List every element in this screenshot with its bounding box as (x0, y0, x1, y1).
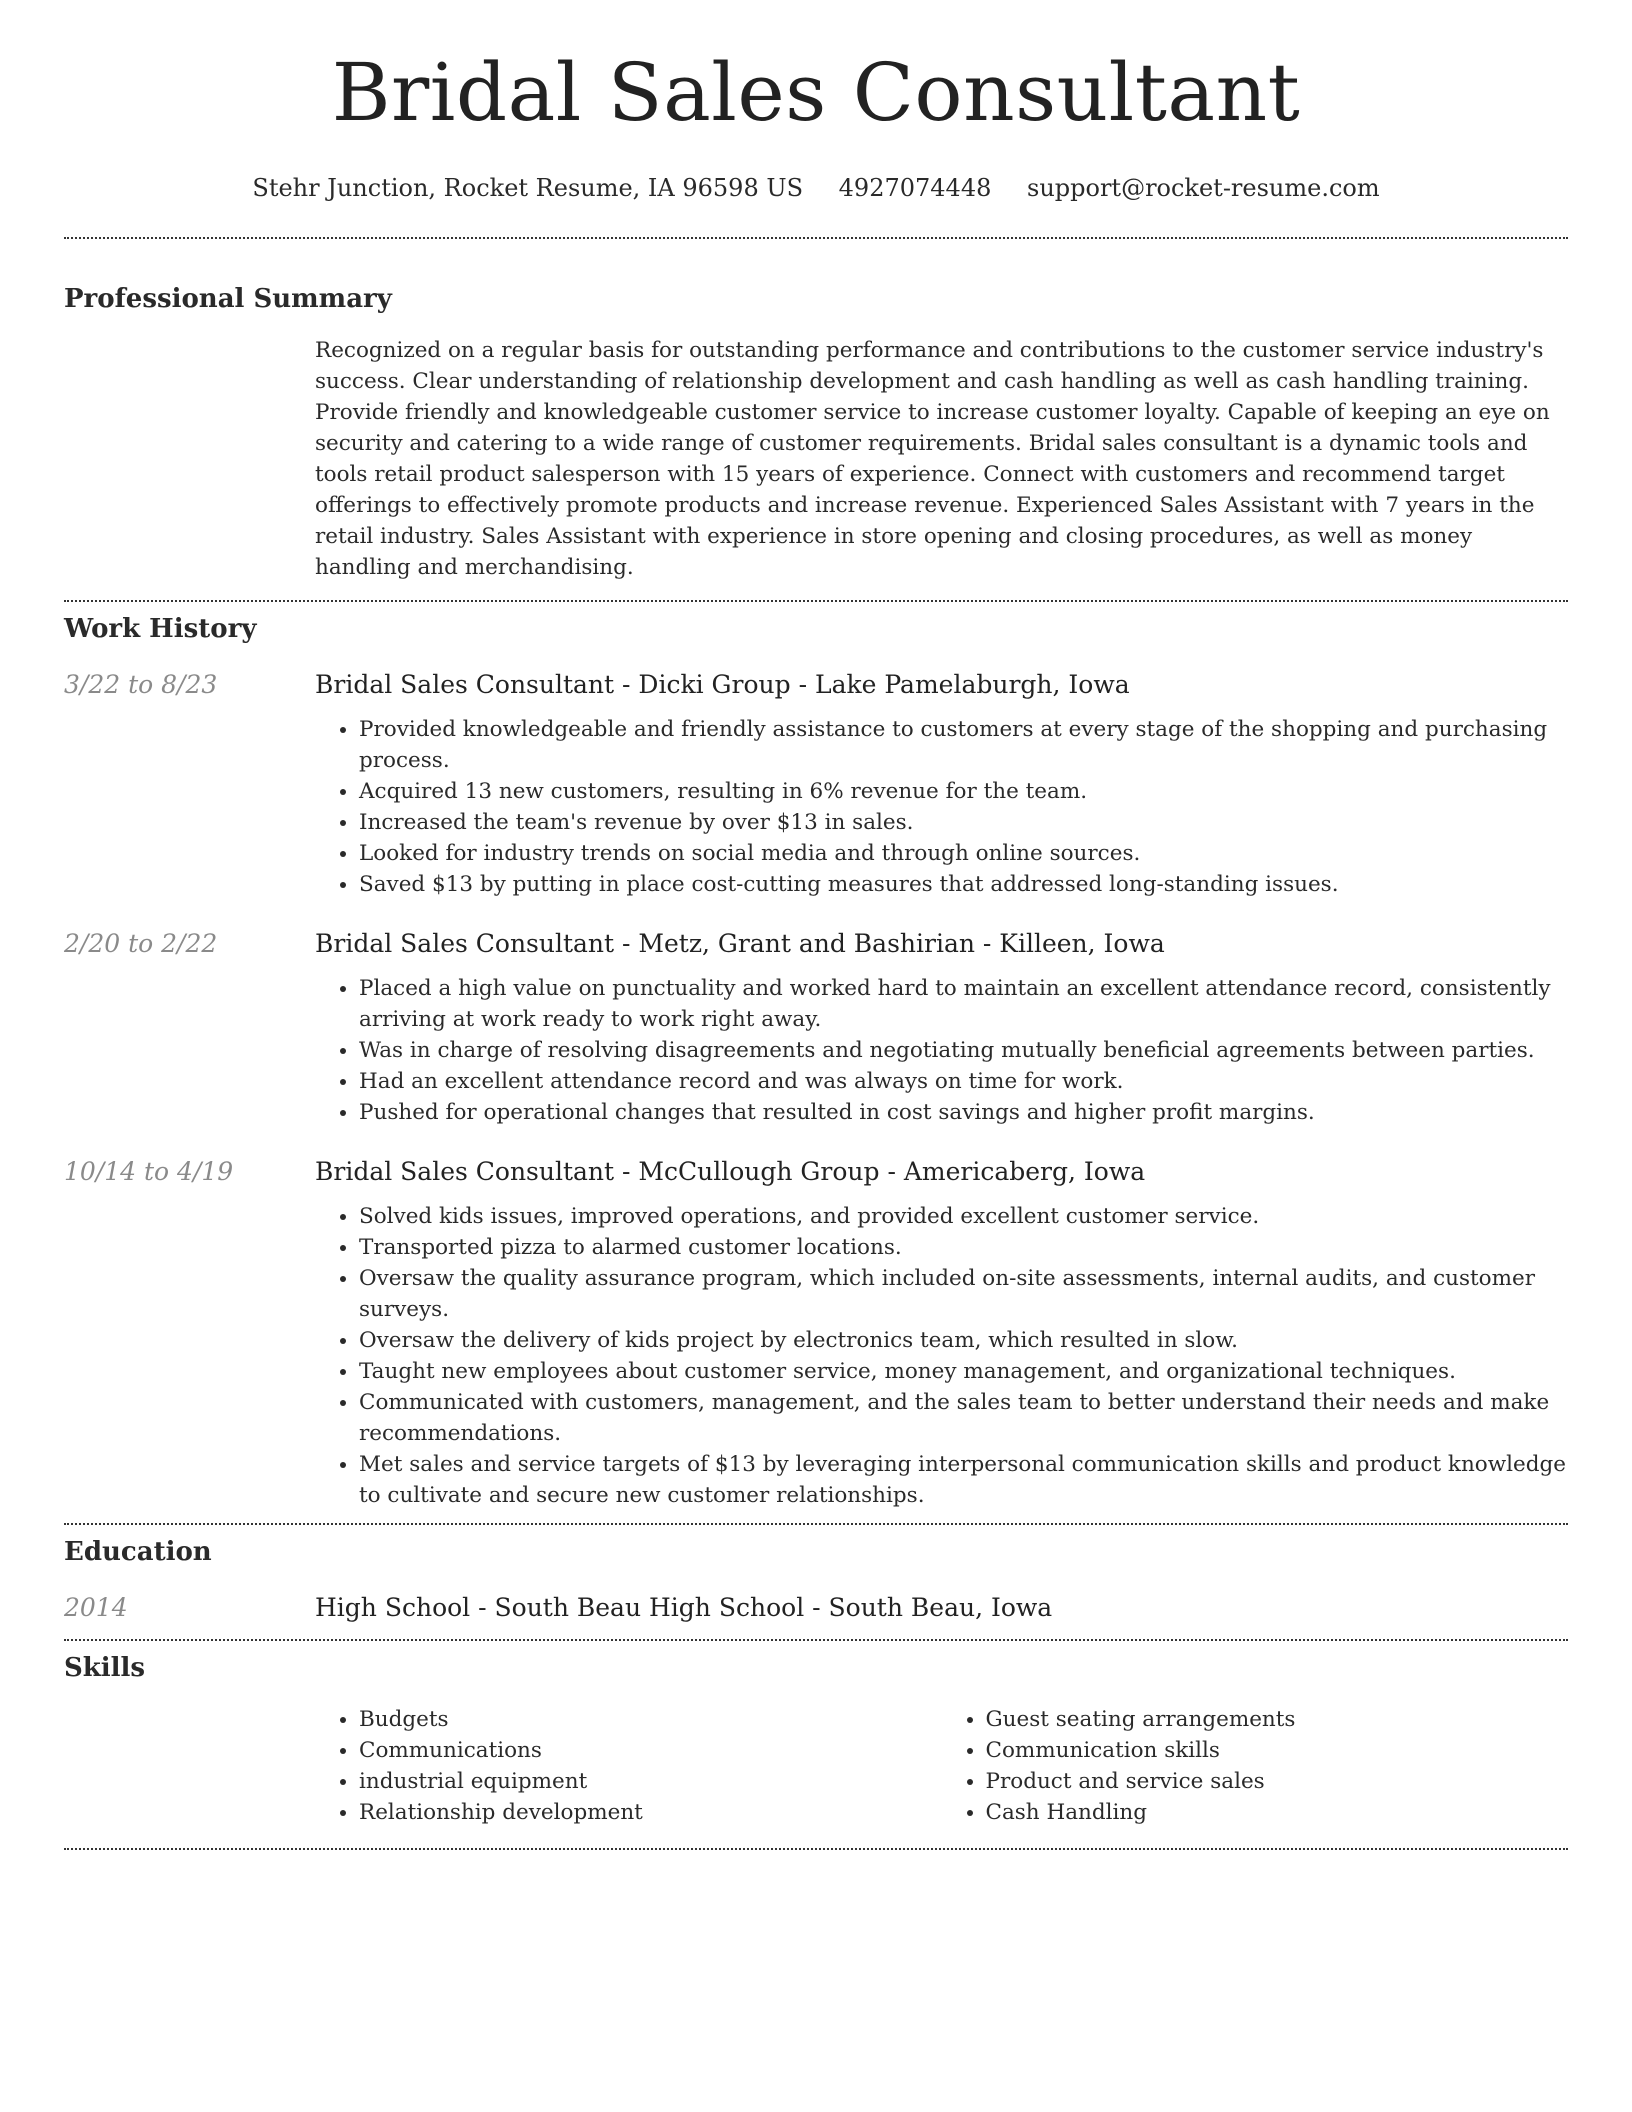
summary-body (315, 335, 1568, 583)
resume-page (64, 0, 1568, 1850)
contact-line (64, 172, 1568, 204)
list-item: • Cash Handling (986, 1797, 1569, 1828)
summary-text: Recognized on a regular basis for outstanding performance and contributions to the customer service industry's success. Clear understanding of relationship development and cash handling as well as cash handling training. Provide friendly and knowledgeable customer service to increase customer loyalty. Capable of keeping an eye on security and catering to a wide range of customer requirements. Bridal sales consultant is a dynamic tools and tools retail product salesperson with 15 years of experience. Connect with customers and recommend target offerings to effectively promote products and increase revenue. Experienced Sales Assistant with 7 years in the retail industry. Sales Assistant with experience in store opening and closing procedures, as well as money handling and merchandising. (315, 338, 1550, 580)
list-item: • Solved kids issues, improved operations, and provided excellent customer service. (359, 1201, 1568, 1232)
list-item: • Budgets (359, 1704, 942, 1735)
work-title: Work History (64, 614, 257, 644)
job-date: 3/22 to 8/23 (64, 670, 218, 699)
list-item: • Communications (359, 1735, 942, 1766)
list-item: • Looked for industry trends on social media and through online sources. (359, 838, 1568, 869)
job-heading: Bridal Sales Consultant - Metz, Grant and Bashirian - Killeen, Iowa (315, 929, 1165, 958)
list-item: • Pushed for operational changes that resulted in cost savings and higher profit margins. (359, 1097, 1568, 1128)
job-details (315, 714, 1568, 900)
job-bullets (315, 1201, 1568, 1511)
job-date: 10/14 to 4/19 (64, 1157, 234, 1186)
education-entry (64, 1590, 1568, 1626)
resume-name: Bridal Sales Consultant (331, 46, 1301, 139)
skills-list-right (942, 1704, 1569, 1828)
list-item: • Oversaw the delivery of kids project by electronics team, which resulted in slow. (359, 1325, 1568, 1356)
contact-phone: 4927074448 (838, 174, 992, 202)
job-entry (64, 926, 1568, 1128)
list-item: • industrial equipment (359, 1766, 942, 1797)
list-item: • Was in charge of resolving disagreements and negotiating mutually beneficial agreements between parties. (359, 1035, 1568, 1066)
list-item: • Transported pizza to alarmed customer locations. (359, 1232, 1568, 1263)
job-date: 2/20 to 2/22 (64, 929, 218, 958)
list-item: • Oversaw the quality assurance program, which included on-site assessments, internal audits, and customer surveys. (359, 1263, 1568, 1325)
list-item: • Relationship development (359, 1797, 942, 1828)
work-section (64, 602, 1568, 1511)
contact-email: support@rocket-resume.com (1027, 174, 1380, 202)
job-heading: Bridal Sales Consultant - McCullough Group - Americaberg, Iowa (315, 1157, 1146, 1186)
list-item: • Increased the team's revenue by over $13 in sales. (359, 807, 1568, 838)
list-item: • Acquired 13 new customers, resulting in 6% revenue for the team. (359, 776, 1568, 807)
job-entry (64, 1154, 1568, 1511)
list-item: • Taught new employees about customer service, money management, and organizational techniques. (359, 1356, 1568, 1387)
job-entry (64, 667, 1568, 900)
list-item: • Communication skills (986, 1735, 1569, 1766)
skills-list-left (315, 1704, 942, 1828)
job-details (315, 973, 1568, 1128)
list-item: • Saved $13 by putting in place cost-cutting measures that addressed long-standing issues. (359, 869, 1568, 900)
list-item: • Product and service sales (986, 1766, 1569, 1797)
list-item: • Met sales and service targets of $13 by leveraging interpersonal communication skills and product knowledge to cultivate and secure new customer relationships. (359, 1449, 1568, 1511)
contact-address: Stehr Junction, Rocket Resume, IA 96598 US (252, 174, 804, 202)
list-item: • Provided knowledgeable and friendly assistance to customers at every stage of the shopping and purchasing process. (359, 714, 1568, 776)
summary-title: Professional Summary (64, 284, 392, 314)
education-title: Education (64, 1537, 212, 1567)
list-item: • Placed a high value on punctuality and worked hard to maintain an excellent attendance record, consistently arriving at work ready to work right away. (359, 973, 1568, 1035)
skills-section (64, 1641, 1568, 1828)
list-item: • Guest seating arrangements (986, 1704, 1569, 1735)
skills-title: Skills (64, 1653, 146, 1683)
summary-section (64, 239, 1568, 583)
job-details (315, 1201, 1568, 1511)
job-bullets (315, 714, 1568, 900)
skills-grid (315, 1704, 1568, 1828)
education-section (64, 1525, 1568, 1626)
divider (64, 1848, 1568, 1850)
education-date: 2014 (64, 1593, 128, 1622)
list-item: • Had an excellent attendance record and was always on time for work. (359, 1066, 1568, 1097)
job-heading: Bridal Sales Consultant - Dicki Group - Lake Pamelaburgh, Iowa (315, 670, 1130, 699)
list-item: • Communicated with customers, management, and the sales team to better understand their needs and make recommendations. (359, 1387, 1568, 1449)
education-heading: High School - South Beau High School - South Beau, Iowa (315, 1593, 1053, 1622)
job-bullets (315, 973, 1568, 1128)
